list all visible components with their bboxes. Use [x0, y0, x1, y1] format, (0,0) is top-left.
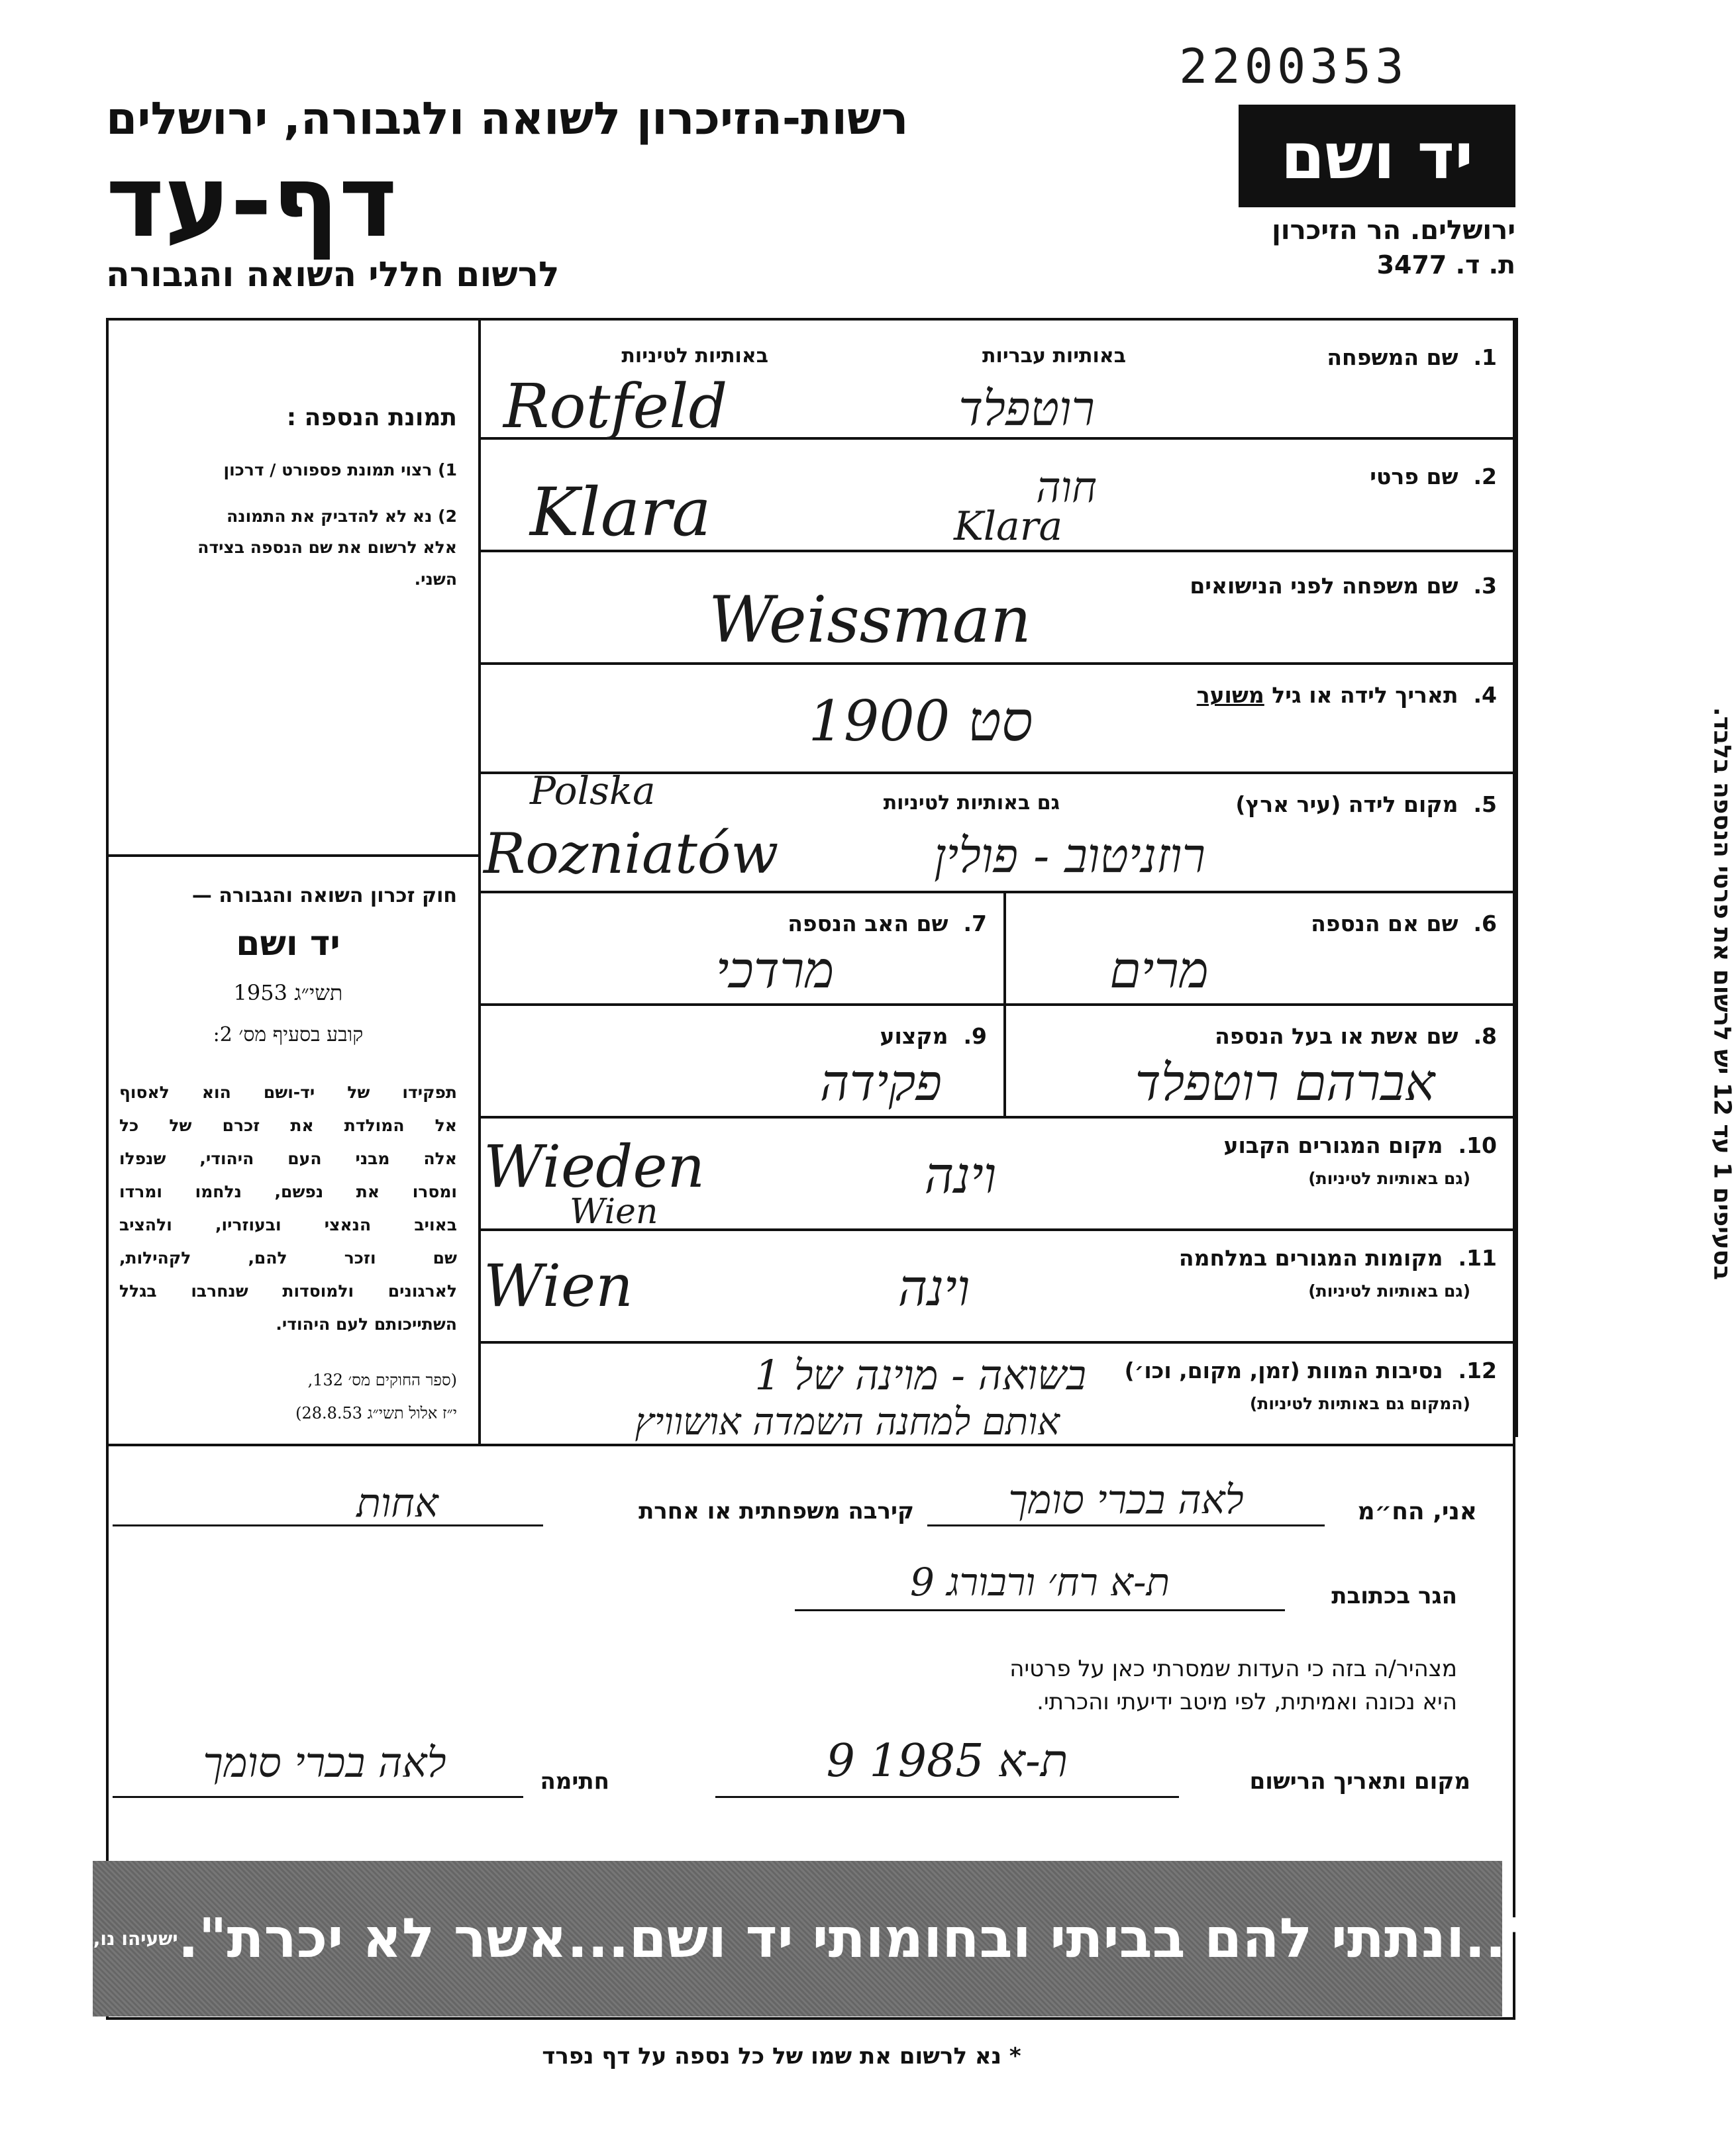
field-1-latin-value[interactable]: Rotfeld [503, 371, 728, 442]
place-date-label: מקום ותאריך הרישום [1249, 1768, 1470, 1795]
fields-right-border [1515, 318, 1518, 1437]
field-3-value[interactable]: Weissman [709, 583, 1031, 657]
field-12-value-line1[interactable]: בשואה - מוינה של 1 [754, 1351, 1086, 1399]
field-1-label [1126, 344, 1497, 370]
field-10-num: 10. [1458, 1132, 1497, 1158]
law-body-line: השתייכותם לעם היהודי. [276, 1315, 457, 1334]
photo-note-2-line3: השני. [414, 570, 457, 589]
field-4-underlined: משוער [1196, 682, 1264, 708]
statement-line-2: היא נכונה ואמיתית, לפי מיטב ידיעתי והכרתי. [1037, 1689, 1457, 1715]
field-10-latin-value-2[interactable]: Wien [570, 1192, 658, 1232]
field-1-latin-header: באותיות לטיניות [621, 344, 768, 368]
law-reference-2: י״ז אלול תשי״ג 28.8.53) [295, 1404, 457, 1422]
statement-line-1: מצהיר/ה בזה כי העדות שמסרתי כאן על פרטיה [1009, 1656, 1457, 1682]
place-date-line [715, 1796, 1179, 1798]
field-10-hebrew-value[interactable]: וינה [924, 1146, 997, 1205]
field-9-num: 9. [963, 1023, 987, 1049]
field-3-label [1060, 573, 1497, 599]
field-8-text: שם אשת או בעל הנספה [1215, 1023, 1458, 1049]
field-12-text: נסיבות המוות (זמן, מקום, וכו׳) [1124, 1358, 1443, 1383]
law-body-line: באויב הנאצי ובעוזריו, ולהציב [119, 1215, 457, 1234]
field-9-label [662, 1023, 987, 1049]
relation-value[interactable]: אחות [356, 1480, 438, 1526]
field-5-latin-value[interactable]: Rozniatów [484, 821, 779, 886]
field-11-num: 11. [1458, 1245, 1497, 1271]
law-name: יד ושם [236, 924, 340, 964]
row-line [478, 662, 1515, 665]
signature-line [113, 1796, 523, 1798]
field-1-hebrew-header: באותיות עבריות [982, 344, 1126, 368]
field-11-label [1060, 1245, 1497, 1271]
relation-label: קירבה משפחתית או אחרת [638, 1498, 914, 1524]
field-12-value-line2[interactable]: אותם למחנה השמדה אושוויץ [635, 1401, 1060, 1444]
field-2-latin-value-2[interactable]: Klara [954, 503, 1063, 550]
law-clause: קובע בסעיף מס׳ 2: [213, 1023, 364, 1046]
photo-panel-bottom-line [106, 854, 481, 857]
address-label: הגר בכתובת [1331, 1583, 1457, 1609]
field-3-text: שם משפחה לפני הנישואים [1190, 573, 1458, 599]
law-body-line: אל המולדת את זכרם של כל [119, 1116, 457, 1135]
field-12-sub: (המקום גם באותיות לטיניות) [1249, 1394, 1470, 1413]
banner-source: ישעיהו נו, ה [74, 1928, 178, 1950]
photo-panel-title: תמונת הנספה : [286, 404, 457, 431]
field-4-text: תאריך לידה או גיל [1272, 682, 1458, 708]
logo-text: יד ושם [1280, 119, 1474, 193]
field-12-num: 12. [1458, 1358, 1497, 1383]
row-line [478, 891, 1515, 893]
field-10-text: מקום המגורים הקבוע [1223, 1132, 1443, 1158]
field-10-latin-value[interactable]: Wieden [484, 1132, 705, 1201]
mid-divider [1003, 891, 1006, 1116]
field-2-hebrew-value[interactable]: חוה [1036, 464, 1097, 513]
authority-title: רשות-הזיכרון לשואה ולגבורה, ירושלים [106, 93, 909, 145]
field-6-value[interactable]: מרים [1109, 940, 1209, 999]
address-line [795, 1609, 1285, 1611]
field-5-text: מקום לידה (עיר ארץ) [1235, 791, 1458, 817]
row-line [106, 1444, 1515, 1446]
field-10-label [1126, 1132, 1497, 1158]
place-date-value[interactable]: ת-א 1985 9 [826, 1735, 1068, 1787]
law-body-line: תפקידו של יד-ושם הוא לאסוף [119, 1083, 457, 1102]
field-8-value[interactable]: אברהם רוטפלד [1135, 1053, 1435, 1112]
field-6-text: שם אם הנספה [1311, 911, 1458, 936]
field-2-num: 2. [1473, 464, 1497, 489]
law-body-line: שם וזכר להם, לקהילות, [119, 1248, 457, 1268]
quote-banner [74, 1861, 1535, 2017]
signature-value[interactable]: לאה בכרי סומך [203, 1738, 446, 1787]
photo-note-1: 1) רצוי תמונת פספורט / דרכון [223, 460, 457, 479]
field-10-sub: (גם באותיות לטיניות) [1308, 1169, 1470, 1188]
address-line: ירושלים. הר הזיכרון [1272, 215, 1515, 246]
photo-note-2: 2) נא לא להדביק את התמונה [227, 507, 457, 526]
law-body-line: אלה מבני העם היהודי, שנפלו [119, 1149, 457, 1168]
document-number: 2200353 [1179, 38, 1408, 94]
field-8-num: 8. [1473, 1023, 1497, 1049]
footer-note: * נא לרשום את שמו של כל נספה על דף נפרד [542, 2043, 1021, 2069]
field-2-label [1126, 464, 1497, 489]
field-5-hebrew-value[interactable]: רוזניטוב - פולין [934, 828, 1205, 883]
declarant-label: אני, הח״מ [1357, 1498, 1477, 1525]
field-4-label [1060, 682, 1497, 708]
field-12-label [1060, 1358, 1497, 1383]
field-2-text: שם פרטי [1370, 464, 1458, 489]
field-7-label [662, 911, 987, 936]
side-note: בסעיפים 1 עד 12 יש לרשום את פרטי הנספה בלבד. [1708, 707, 1736, 1281]
field-11-latin-value[interactable]: Wien [484, 1252, 633, 1320]
row-line [478, 1116, 1515, 1119]
field-5-label [1126, 791, 1497, 817]
field-6-num: 6. [1473, 911, 1497, 936]
law-reference-1: (ספר החוקים מס׳ 132, [307, 1371, 457, 1389]
field-5-num: 5. [1473, 791, 1497, 817]
po-box: ת. ד. 3477 [1376, 250, 1515, 279]
address-value[interactable]: ת-א רח׳ ורבורג 9 [910, 1560, 1170, 1605]
row-line [478, 1341, 1515, 1344]
field-11-text: מקומות המגורים במלחמה [1178, 1245, 1443, 1271]
law-year: תשי״ג 1953 [233, 980, 343, 1005]
banner-quote: "..ונתתי להם בביתי ובחומותי יד ושם...אשר לא יכרת". [178, 1907, 1535, 1970]
signature-label: חתימה [540, 1768, 609, 1795]
law-body [119, 1076, 457, 1341]
field-11-sub: (גם באותיות לטיניות) [1308, 1281, 1470, 1301]
row-line [478, 1003, 1515, 1006]
field-7-text: שם האב הנספה [788, 911, 948, 936]
photo-note-2-line2: אלא לרשום את שם הנספה בצידה [197, 538, 457, 557]
law-body-line: ומסרו את נפשם, נלחמו ומרדו [119, 1182, 457, 1201]
field-2-latin-value[interactable]: Klara [530, 473, 711, 551]
field-7-num: 7. [963, 911, 987, 936]
field-9-value[interactable]: פקידה [819, 1053, 943, 1112]
form-title: דף-עד [106, 144, 397, 260]
law-heading: חוק זכרון השואה והגבורה — [191, 884, 457, 907]
field-1-hebrew-value[interactable]: רוטפלד [958, 381, 1095, 436]
field-5-country[interactable]: Polska [530, 768, 656, 813]
field-11-hebrew-value[interactable]: וינה [897, 1258, 970, 1317]
field-1-text: שם המשפחה [1327, 344, 1458, 370]
field-6-label [1126, 911, 1497, 936]
field-4-num: 4. [1473, 682, 1497, 708]
declarant-value[interactable]: לאה בכרי סומך [1008, 1477, 1244, 1523]
field-1-num: 1. [1473, 344, 1497, 370]
field-5-latin-header: גם באותיות לטיניות [883, 791, 1060, 815]
field-9-text: מקצוע [880, 1023, 948, 1049]
field-4-value[interactable]: סט 1900 [808, 689, 1033, 754]
field-3-num: 3. [1473, 573, 1497, 599]
yad-vashem-logo [1239, 105, 1515, 207]
form-subtitle: לרשום חללי השואה והגבורה [106, 255, 560, 295]
law-body-line: לארגונים ולמוסדות שנחרבו בגלל [119, 1281, 457, 1301]
declarant-line [927, 1524, 1325, 1526]
field-7-value[interactable]: מרדכי [715, 940, 835, 999]
field-8-label [1060, 1023, 1497, 1049]
